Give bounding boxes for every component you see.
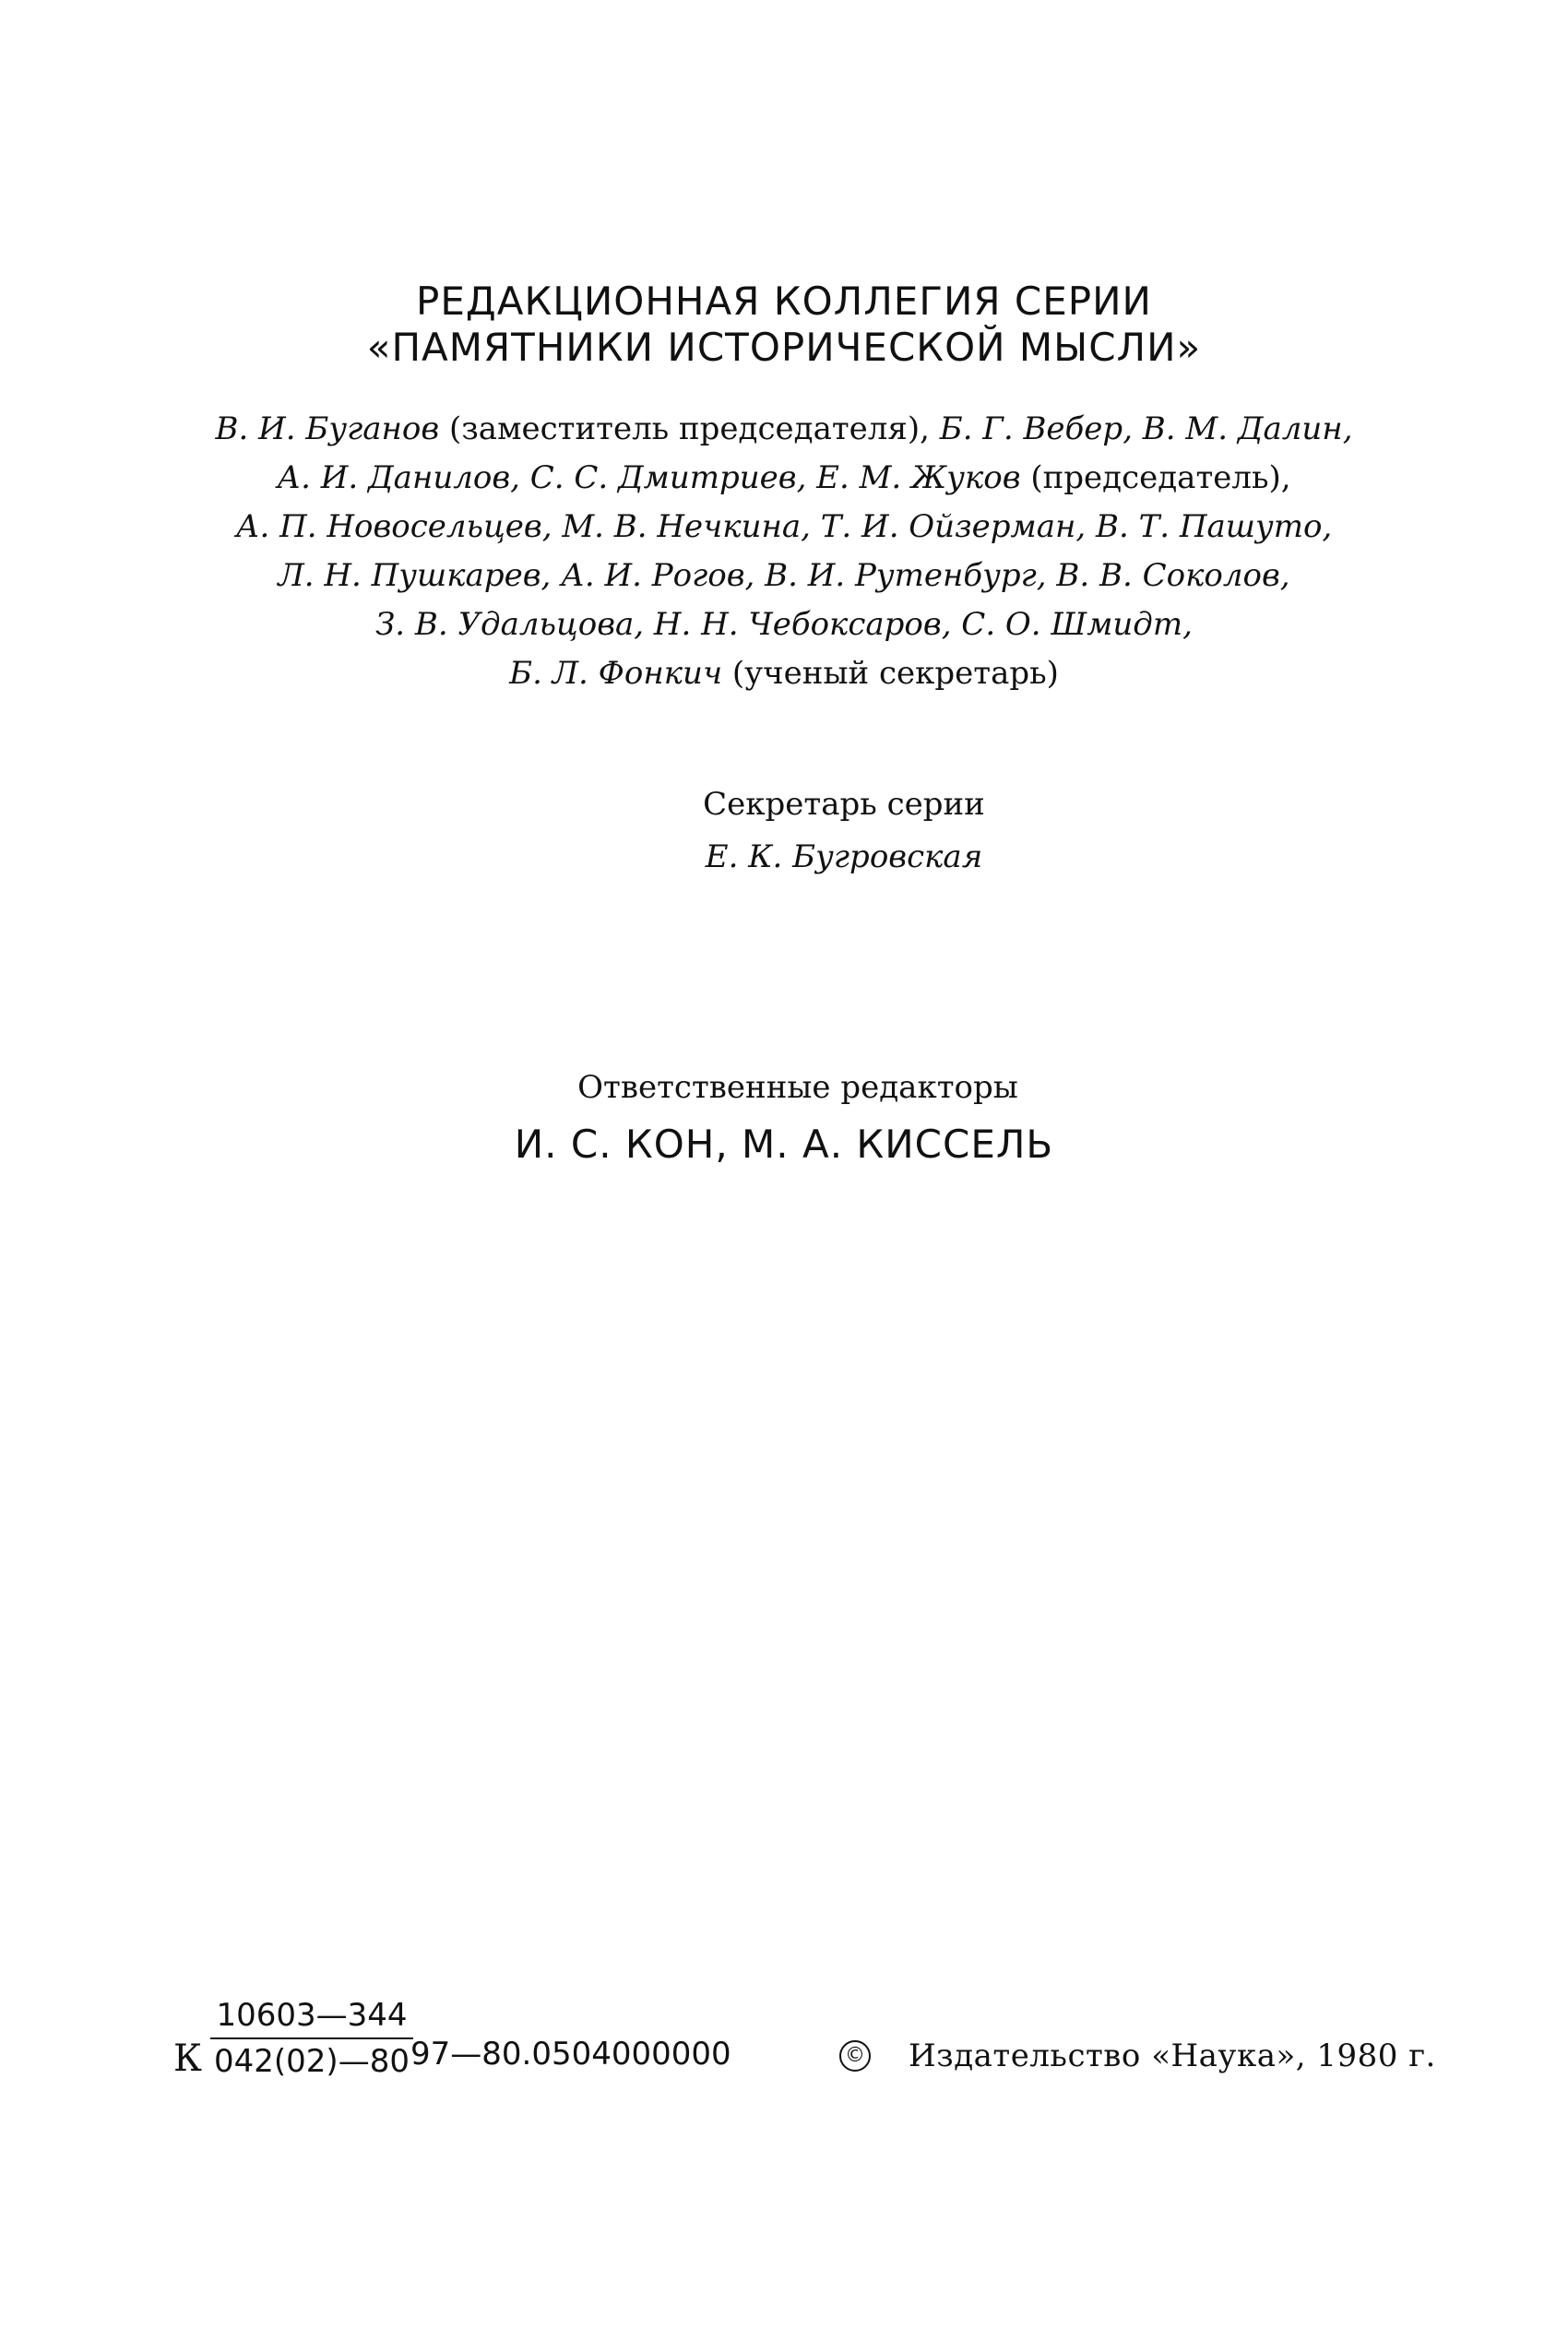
editorial-board-title-line-2: «ПАМЯТНИКИ ИСТОРИЧЕСКОЙ МЫСЛИ» <box>366 325 1202 370</box>
editorial-board-title-line-1: РЕДАКЦИОННАЯ КОЛЛЕГИЯ СЕРИИ <box>416 279 1152 324</box>
member-names: Б. Г. Вебер, В. М. Далин, <box>939 410 1353 447</box>
series-secretary-label: Секретарь серии <box>703 786 985 823</box>
board-members-line-6 <box>0 655 1568 692</box>
member-role: (председатель), <box>1020 459 1291 496</box>
member-names: Л. Н. Пушкарев, А. И. Рогов, В. И. Рутенбург, В. В. Соколов, <box>278 557 1290 594</box>
classification-code-letter: К <box>173 2037 202 2080</box>
board-members-line-3 <box>0 508 1568 545</box>
member-names: А. П. Новосельцев, М. В. Нечкина, Т. И. Ойзерман, В. Т. Пашуто, <box>235 508 1333 545</box>
board-members-line-1 <box>0 410 1568 447</box>
member-role: (заместитель председателя), <box>439 410 940 447</box>
copyright-icon: © <box>839 2040 871 2072</box>
classification-code-numerator: 10603—344 <box>210 1997 413 2039</box>
classification-code-denominator: 042(02)—80 <box>214 2043 410 2080</box>
board-members-line-2 <box>0 459 1568 496</box>
member-role: (ученый секретарь) <box>722 655 1059 692</box>
member-names: В. И. Буганов <box>215 410 440 447</box>
responsible-editors-label: Ответственные редакторы <box>577 1069 1018 1106</box>
publisher-copyright-text: Издательство «Наука», 1980 г. <box>909 2037 1436 2074</box>
series-secretary-name: Е. К. Бугровская <box>705 838 983 875</box>
board-members-line-5 <box>0 606 1568 643</box>
board-members-line-4 <box>0 557 1568 594</box>
classification-code-tail: 97—80.0504000000 <box>410 2036 731 2073</box>
classification-code-fraction <box>210 1997 413 2080</box>
member-names: Б. Л. Фонкич <box>509 655 723 692</box>
member-names: А. И. Данилов, С. С. Дмитриев, Е. М. Жуков <box>277 459 1021 496</box>
member-names: З. В. Удальцова, Н. Н. Чебоксаров, С. О. Шмидт, <box>375 606 1193 643</box>
responsible-editors-names: И. С. КОН, М. А. КИССЕЛЬ <box>514 1122 1054 1167</box>
